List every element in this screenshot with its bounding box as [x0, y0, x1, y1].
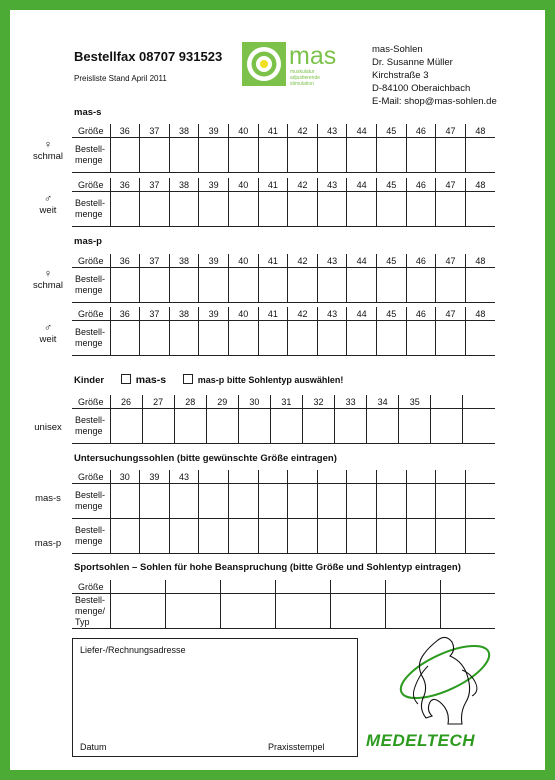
quantity-header: Bestell- menge: [72, 192, 110, 227]
exam-table: [72, 470, 495, 554]
size-cell: 30: [110, 470, 140, 484]
address-box-title: Liefer-/Rechnungsadresse: [80, 645, 186, 655]
female-icon: ♀: [43, 139, 53, 151]
kinder-label: Kinder: [74, 375, 105, 386]
size-cell: 27: [142, 395, 174, 409]
quantity-input[interactable]: [436, 519, 466, 554]
quantity-input[interactable]: [406, 484, 436, 519]
quantity-input[interactable]: [258, 484, 288, 519]
svg-text:stimulation: stimulation: [290, 81, 314, 86]
size-cell: 47: [436, 307, 466, 321]
quantity-row: [72, 409, 495, 444]
size-cell[interactable]: [228, 470, 258, 484]
size-cell: 36: [110, 307, 140, 321]
size-cell: 46: [406, 307, 436, 321]
quantity-input[interactable]: [228, 138, 258, 173]
masp-schmal-table: [72, 254, 495, 303]
quantity-input[interactable]: [465, 484, 495, 519]
size-input[interactable]: [440, 580, 495, 594]
size-input[interactable]: [165, 580, 220, 594]
quantity-input[interactable]: [228, 192, 258, 227]
quantity-input[interactable]: [347, 138, 377, 173]
size-cell: 46: [406, 254, 436, 268]
checkbox-masp[interactable]: [183, 374, 193, 384]
size-cell: 42: [288, 307, 318, 321]
quantity-input[interactable]: [220, 594, 275, 629]
size-cell: 44: [347, 307, 377, 321]
size-cell: 29: [206, 395, 238, 409]
size-cell: 41: [258, 178, 288, 192]
quantity-input[interactable]: [288, 519, 318, 554]
size-cell: 40: [228, 124, 258, 138]
size-cell: [431, 395, 463, 409]
date-label: Datum: [80, 742, 107, 752]
side-label-weit: [23, 193, 73, 217]
size-cell: 47: [436, 178, 466, 192]
size-cell: 44: [347, 178, 377, 192]
quantity-input[interactable]: [140, 484, 170, 519]
quantity-row: [72, 594, 495, 629]
size-cell[interactable]: [465, 470, 495, 484]
size-cell: 37: [140, 307, 170, 321]
size-cell: 38: [169, 178, 199, 192]
size-cell[interactable]: [347, 470, 377, 484]
quantity-input[interactable]: [376, 192, 406, 227]
size-cell[interactable]: [258, 470, 288, 484]
size-cell: 45: [376, 124, 406, 138]
size-cell: 34: [367, 395, 399, 409]
size-cell: 38: [169, 124, 199, 138]
weit-label: weit: [39, 334, 57, 345]
size-cell: 41: [258, 124, 288, 138]
size-cell: 44: [347, 124, 377, 138]
size-cell: 43: [317, 307, 347, 321]
quantity-input[interactable]: [228, 321, 258, 356]
quantity-input[interactable]: [406, 321, 436, 356]
size-header: Größe: [72, 254, 110, 268]
quantity-input[interactable]: [465, 138, 495, 173]
size-row: [72, 470, 495, 484]
size-cell: 44: [347, 254, 377, 268]
size-cell: 41: [258, 307, 288, 321]
quantity-input[interactable]: [436, 138, 466, 173]
size-cell: 39: [199, 178, 229, 192]
quantity-input[interactable]: [406, 268, 436, 303]
quantity-input[interactable]: [238, 409, 270, 444]
quantity-input[interactable]: [169, 268, 199, 303]
quantity-input[interactable]: [258, 192, 288, 227]
size-cell: 43: [169, 470, 199, 484]
quantity-header: Bestell- menge: [72, 321, 110, 356]
size-cell[interactable]: [199, 470, 229, 484]
quantity-input[interactable]: [270, 409, 302, 444]
quantity-input[interactable]: [376, 268, 406, 303]
quantity-input[interactable]: [199, 268, 229, 303]
quantity-input[interactable]: [258, 321, 288, 356]
quantity-input[interactable]: [258, 519, 288, 554]
size-cell: 39: [140, 470, 170, 484]
size-cell: 43: [317, 254, 347, 268]
quantity-input[interactable]: [199, 192, 229, 227]
side-label-weit: [23, 322, 73, 346]
kinder-table: [72, 395, 495, 444]
size-input[interactable]: [330, 580, 385, 594]
size-cell: 43: [317, 178, 347, 192]
quantity-input[interactable]: [335, 409, 367, 444]
quantity-input[interactable]: [228, 268, 258, 303]
quantity-input[interactable]: [302, 409, 334, 444]
quantity-input[interactable]: [317, 484, 347, 519]
quantity-input[interactable]: [465, 192, 495, 227]
size-cell: 32: [302, 395, 334, 409]
quantity-row: [72, 138, 495, 173]
quantity-header: Bestell- menge: [72, 138, 110, 173]
size-cell: 45: [376, 254, 406, 268]
size-cell: 30: [238, 395, 270, 409]
quantity-input[interactable]: [347, 321, 377, 356]
size-row: [72, 254, 495, 268]
quantity-input[interactable]: [436, 192, 466, 227]
quantity-input[interactable]: [140, 138, 170, 173]
quantity-input[interactable]: [288, 138, 318, 173]
quantity-input[interactable]: [165, 594, 220, 629]
quantity-input[interactable]: [140, 519, 170, 554]
schmal-label: schmal: [32, 151, 64, 162]
quantity-input[interactable]: [110, 409, 142, 444]
quantity-input[interactable]: [436, 321, 466, 356]
size-cell: 46: [406, 178, 436, 192]
quantity-input[interactable]: [465, 268, 495, 303]
size-cell: 36: [110, 178, 140, 192]
quantity-input[interactable]: [288, 192, 318, 227]
quantity-input[interactable]: [385, 594, 440, 629]
quantity-input[interactable]: [465, 519, 495, 554]
quantity-input[interactable]: [465, 321, 495, 356]
size-input[interactable]: [385, 580, 440, 594]
quantity-input[interactable]: [110, 594, 165, 629]
quantity-input[interactable]: [376, 138, 406, 173]
quantity-input[interactable]: [228, 519, 258, 554]
size-cell: 26: [110, 395, 142, 409]
quantity-input[interactable]: [330, 594, 385, 629]
quantity-input[interactable]: [199, 484, 229, 519]
size-cell: 31: [270, 395, 302, 409]
pricelist-date: Preisliste Stand April 2011: [74, 74, 167, 83]
quantity-input[interactable]: [110, 484, 140, 519]
quantity-input[interactable]: [317, 268, 347, 303]
quantity-input[interactable]: [169, 192, 199, 227]
quantity-input[interactable]: [406, 519, 436, 554]
size-cell: 36: [110, 254, 140, 268]
svg-text:muskulatur: muskulatur: [290, 69, 315, 75]
schmal-label: schmal: [32, 280, 64, 291]
size-row: [72, 124, 495, 138]
kinder-option-mass: mas-s: [135, 374, 167, 386]
size-cell[interactable]: [406, 470, 436, 484]
medeltech-logo: MEDELTECH: [366, 731, 476, 750]
logo-word: mas: [289, 42, 337, 70]
kinder-option-masp: mas-p: [197, 375, 225, 385]
side-label-schmal: [23, 139, 73, 163]
quantity-input[interactable]: [436, 268, 466, 303]
size-cell: 48: [465, 178, 495, 192]
size-cell: 39: [199, 254, 229, 268]
size-cell: 37: [140, 178, 170, 192]
size-cell: 37: [140, 254, 170, 268]
checkbox-mass[interactable]: [121, 374, 131, 384]
quantity-input[interactable]: [406, 138, 436, 173]
size-header: Größe: [72, 124, 110, 138]
supplier-address: mas-Sohlen Dr. Susanne Müller Kirchstraße 3 D-84100 Oberaichbach E-Mail: shop@mas-sohlen.de: [372, 44, 497, 107]
size-cell: 46: [406, 124, 436, 138]
size-cell: 38: [169, 254, 199, 268]
quantity-row: [72, 268, 495, 303]
quantity-input[interactable]: [142, 409, 174, 444]
size-cell: 41: [258, 254, 288, 268]
quantity-input[interactable]: [110, 519, 140, 554]
quantity-input[interactable]: [140, 268, 170, 303]
quantity-input[interactable]: [110, 321, 140, 356]
quantity-input[interactable]: [347, 519, 377, 554]
section-mass-title: mas-s: [74, 107, 102, 118]
size-row: [72, 307, 495, 321]
quantity-input[interactable]: [174, 409, 206, 444]
sport-section-title: Sportsohlen – Sohlen für hohe Beanspruchung (bitte Größe und Sohlentyp eintragen): [74, 562, 461, 573]
quantity-input[interactable]: [110, 192, 140, 227]
quantity-input[interactable]: [275, 594, 330, 629]
quantity-input[interactable]: [228, 484, 258, 519]
size-cell: 39: [199, 124, 229, 138]
quantity-input[interactable]: [440, 594, 495, 629]
size-cell: 37: [140, 124, 170, 138]
size-cell[interactable]: [436, 470, 466, 484]
size-cell: 35: [399, 395, 431, 409]
kinder-row: [74, 374, 343, 386]
delivery-address-box[interactable]: [72, 638, 358, 757]
male-icon: ♂: [43, 193, 53, 205]
quantity-input[interactable]: [317, 138, 347, 173]
quantity-input[interactable]: [288, 484, 318, 519]
size-cell: [463, 395, 495, 409]
quantity-input[interactable]: [436, 484, 466, 519]
mass-weit-table: [72, 178, 495, 227]
size-row: [72, 395, 495, 409]
size-cell: 40: [228, 307, 258, 321]
size-cell: 42: [288, 124, 318, 138]
size-header: Größe: [72, 580, 110, 594]
size-cell: 47: [436, 124, 466, 138]
size-cell[interactable]: [376, 470, 406, 484]
size-input[interactable]: [110, 580, 165, 594]
quantity-input[interactable]: [169, 321, 199, 356]
size-input[interactable]: [275, 580, 330, 594]
size-cell: 38: [169, 307, 199, 321]
quantity-input[interactable]: [367, 409, 399, 444]
kinder-hint: bitte Sohlentyp auswählen!: [226, 375, 344, 385]
size-cell: 48: [465, 307, 495, 321]
quantity-input[interactable]: [347, 268, 377, 303]
quantity-input[interactable]: [431, 409, 463, 444]
size-header: Größe: [72, 395, 110, 409]
quantity-input[interactable]: [317, 192, 347, 227]
size-cell: 39: [199, 307, 229, 321]
quantity-input[interactable]: [199, 321, 229, 356]
size-cell: 33: [335, 395, 367, 409]
exam-row-label-masp: mas-p: [34, 538, 62, 549]
quantity-input[interactable]: [288, 321, 318, 356]
side-label-schmal: [23, 268, 73, 292]
quantity-input[interactable]: [376, 321, 406, 356]
size-header: Größe: [72, 470, 110, 484]
size-cell: 45: [376, 178, 406, 192]
size-cell: 43: [317, 124, 347, 138]
size-input[interactable]: [220, 580, 275, 594]
quantity-input[interactable]: [140, 321, 170, 356]
size-cell: 28: [174, 395, 206, 409]
size-cell: 47: [436, 254, 466, 268]
quantity-input[interactable]: [110, 138, 140, 173]
side-label-unisex: unisex: [34, 422, 62, 433]
size-cell[interactable]: [288, 470, 318, 484]
quantity-input[interactable]: [206, 409, 238, 444]
quantity-input[interactable]: [199, 138, 229, 173]
size-header: Größe: [72, 178, 110, 192]
size-cell: 48: [465, 124, 495, 138]
quantity-input[interactable]: [399, 409, 431, 444]
quantity-input[interactable]: [258, 138, 288, 173]
stamp-label: Praxisstempel: [268, 742, 325, 752]
exam-row-label-mass: mas-s: [35, 493, 61, 504]
quantity-header: Bestell- menge: [72, 409, 110, 444]
male-icon: ♂: [43, 322, 53, 334]
quantity-header: Bestell- menge: [72, 268, 110, 303]
quantity-input[interactable]: [169, 138, 199, 173]
quantity-input[interactable]: [463, 409, 495, 444]
quantity-header: Bestell- menge: [72, 519, 110, 554]
quantity-input[interactable]: [317, 519, 347, 554]
female-icon: ♀: [43, 268, 53, 280]
quantity-input[interactable]: [110, 268, 140, 303]
quantity-row: [72, 484, 495, 519]
quantity-input[interactable]: [169, 484, 199, 519]
quantity-input[interactable]: [288, 268, 318, 303]
size-header: Größe: [72, 307, 110, 321]
quantity-header: Bestell- menge: [72, 484, 110, 519]
size-cell: 36: [110, 124, 140, 138]
size-cell: 42: [288, 178, 318, 192]
form-title: Bestellfax 08707 931523: [74, 49, 223, 64]
quantity-input[interactable]: [317, 321, 347, 356]
order-form-sheet: [10, 10, 545, 770]
quantity-type-header: Bestell- menge/ Typ: [72, 594, 110, 629]
quantity-input[interactable]: [347, 484, 377, 519]
size-cell[interactable]: [317, 470, 347, 484]
quantity-input[interactable]: [376, 519, 406, 554]
quantity-input[interactable]: [347, 192, 377, 227]
quantity-input[interactable]: [406, 192, 436, 227]
quantity-input[interactable]: [258, 268, 288, 303]
size-cell: 45: [376, 307, 406, 321]
quantity-input[interactable]: [140, 192, 170, 227]
size-cell: 40: [228, 178, 258, 192]
body-figure-icon: [390, 630, 500, 730]
size-cell: 48: [465, 254, 495, 268]
weit-label: weit: [39, 205, 57, 216]
size-cell: 40: [228, 254, 258, 268]
quantity-input[interactable]: [169, 519, 199, 554]
quantity-row: [72, 321, 495, 356]
quantity-row: [72, 519, 495, 554]
quantity-input[interactable]: [199, 519, 229, 554]
masp-weit-table: [72, 307, 495, 356]
quantity-row: [72, 192, 495, 227]
sport-table: [72, 580, 495, 629]
quantity-input[interactable]: [376, 484, 406, 519]
section-masp-title: mas-p: [74, 236, 102, 247]
mass-schmal-table: [72, 124, 495, 173]
size-cell: 42: [288, 254, 318, 268]
exam-section-title: Untersuchungssohlen (bitte gewünschte Größe eintragen): [74, 453, 337, 464]
mas-logo: [242, 42, 352, 86]
svg-text:adjustierende: adjustierende: [290, 75, 321, 81]
size-row: [72, 580, 495, 594]
size-row: [72, 178, 495, 192]
